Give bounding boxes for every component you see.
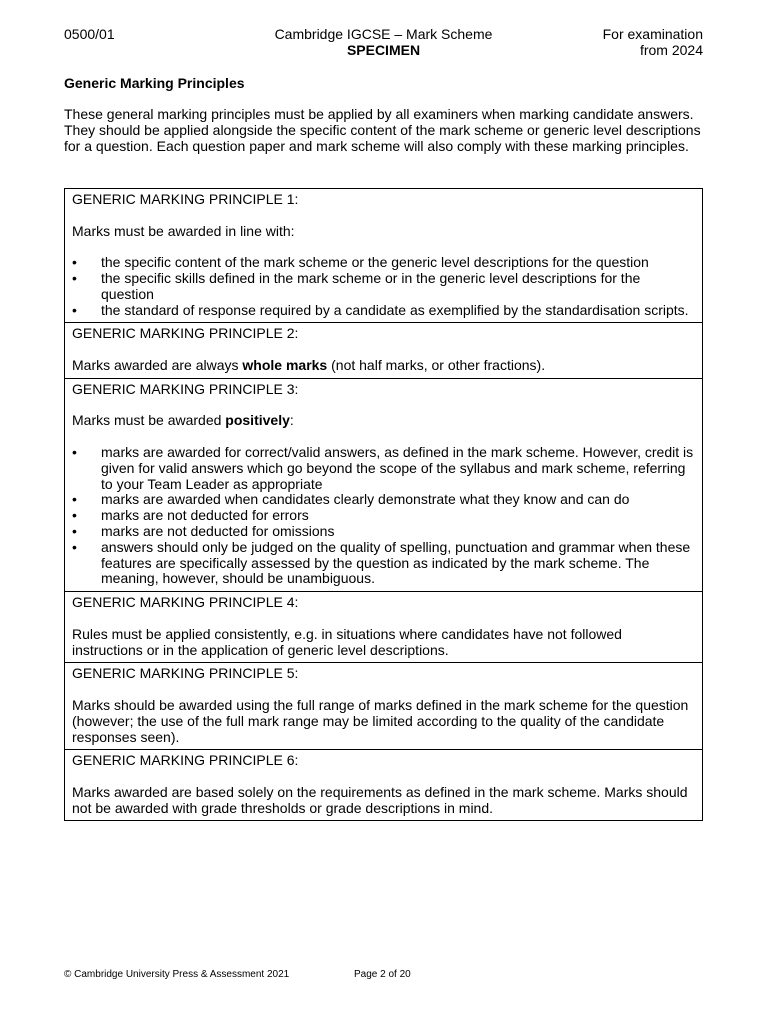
principle-3-list <box>72 445 695 587</box>
principles-table <box>64 188 703 821</box>
syllabus-code: 0500/01 <box>64 26 115 42</box>
principle-2-text-before: Marks awarded are always <box>72 356 243 373</box>
list-item <box>72 271 695 303</box>
intro-paragraph: These general marking principles must be applied by all examiners when marking candidate answers. They should be applied alongside the specific content of the mark scheme or generic level descriptions for a question. Each question paper and mark scheme will also comply with these marking principles. <box>64 106 701 154</box>
principle-cell-2 <box>65 323 703 378</box>
copyright-notice: © Cambridge University Press & Assessment 2021 <box>64 969 290 980</box>
list-item <box>72 524 695 540</box>
principle-cell-3 <box>65 378 703 591</box>
principle-row-2 <box>65 323 703 378</box>
principle-6-heading: GENERIC MARKING PRINCIPLE 6: <box>72 752 299 769</box>
bullet-icon: • <box>72 301 77 318</box>
principle-2-text <box>72 358 695 374</box>
principle-row-5 <box>65 663 703 750</box>
principle-2-text-bold: whole marks <box>242 356 328 373</box>
principle-2-heading: GENERIC MARKING PRINCIPLE 2: <box>72 325 299 342</box>
bullet-icon: • <box>72 443 77 460</box>
principle-row-4 <box>65 592 703 663</box>
principle-cell-5 <box>65 663 703 750</box>
list-item <box>72 540 695 587</box>
bullet-icon: • <box>72 269 77 286</box>
principle-2-text-after: (not half marks, or other fractions). <box>327 356 546 373</box>
exam-line-2: from 2024 <box>639 42 703 58</box>
principle-row-1 <box>65 189 703 323</box>
exam-year <box>603 26 703 58</box>
list-item-text: marks are not deducted for omissions <box>101 522 335 539</box>
list-item <box>72 492 695 508</box>
list-item-text: the standard of response required by a candidate as exemplified by the standardisation scripts. <box>101 301 689 318</box>
principle-5-text: Marks should be awarded using the full range of marks defined in the mark scheme for the question (however; the use of the full mark range may be limited according to the quality of the candidate responses seen). <box>72 696 689 745</box>
bullet-icon: • <box>72 522 77 539</box>
principle-3-heading: GENERIC MARKING PRINCIPLE 3: <box>72 380 299 397</box>
list-item <box>72 255 695 271</box>
principle-1-heading: GENERIC MARKING PRINCIPLE 1: <box>72 191 299 207</box>
list-item-text: the specific content of the mark scheme or the generic level descriptions for the question <box>101 254 649 271</box>
principle-1-text: Marks must be awarded in line with: <box>72 222 295 239</box>
list-item-text: answers should only be judged on the quality of spelling, punctuation and grammar when these features are specifically assessed by the question as indicated by the mark scheme. The meaning, however, should be unambiguous. <box>101 538 691 587</box>
list-item-text: marks are awarded for correct/valid answers, as defined in the mark scheme. However, credit is given for valid answers which go beyond the scope of the syllabus and mark scheme, referring to your Team Leader as appropriate <box>101 443 694 492</box>
bullet-icon: • <box>72 491 77 508</box>
list-item-text: marks are not deducted for errors <box>101 507 309 524</box>
list-item <box>72 508 695 524</box>
principle-3-text-before: Marks must be awarded <box>72 412 226 429</box>
bullet-icon: • <box>72 538 77 555</box>
document-title: Cambridge IGCSE – Mark Scheme <box>274 26 493 42</box>
principle-3-text <box>72 413 695 429</box>
principle-1-list <box>72 255 695 318</box>
principle-4-text: Rules must be applied consistently, e.g. in situations where candidates have not followed instructions or in the application of generic level descriptions. <box>72 625 622 658</box>
list-item <box>72 303 695 319</box>
principle-5-heading: GENERIC MARKING PRINCIPLE 5: <box>72 665 299 682</box>
principle-6-text: Marks awarded are based solely on the requirements as defined in the mark scheme. Marks should not be awarded with grade thresholds or grade descriptions in mind. <box>72 783 688 816</box>
principle-cell-6 <box>65 750 703 821</box>
bullet-icon: • <box>72 507 77 524</box>
exam-line-1: For examination <box>602 26 703 42</box>
list-item <box>72 445 695 492</box>
list-item-text: the specific skills defined in the mark scheme or in the generic level descriptions for the question <box>101 269 641 302</box>
principle-3-text-after: : <box>289 412 294 429</box>
principle-4-heading: GENERIC MARKING PRINCIPLE 4: <box>72 594 299 611</box>
principle-row-6 <box>65 750 703 821</box>
page-number: Page 2 of 20 <box>354 969 411 980</box>
section-title: Generic Marking Principles <box>64 75 245 91</box>
principle-row-3 <box>65 378 703 591</box>
principle-3-text-bold: positively <box>225 412 290 429</box>
document-subtitle: SPECIMEN <box>346 42 421 58</box>
bullet-icon: • <box>72 254 77 271</box>
page-header <box>64 26 703 60</box>
principle-cell-4 <box>65 592 703 663</box>
list-item-text: marks are awarded when candidates clearly demonstrate what they know and can do <box>101 491 630 508</box>
principle-cell-1 <box>65 189 703 323</box>
